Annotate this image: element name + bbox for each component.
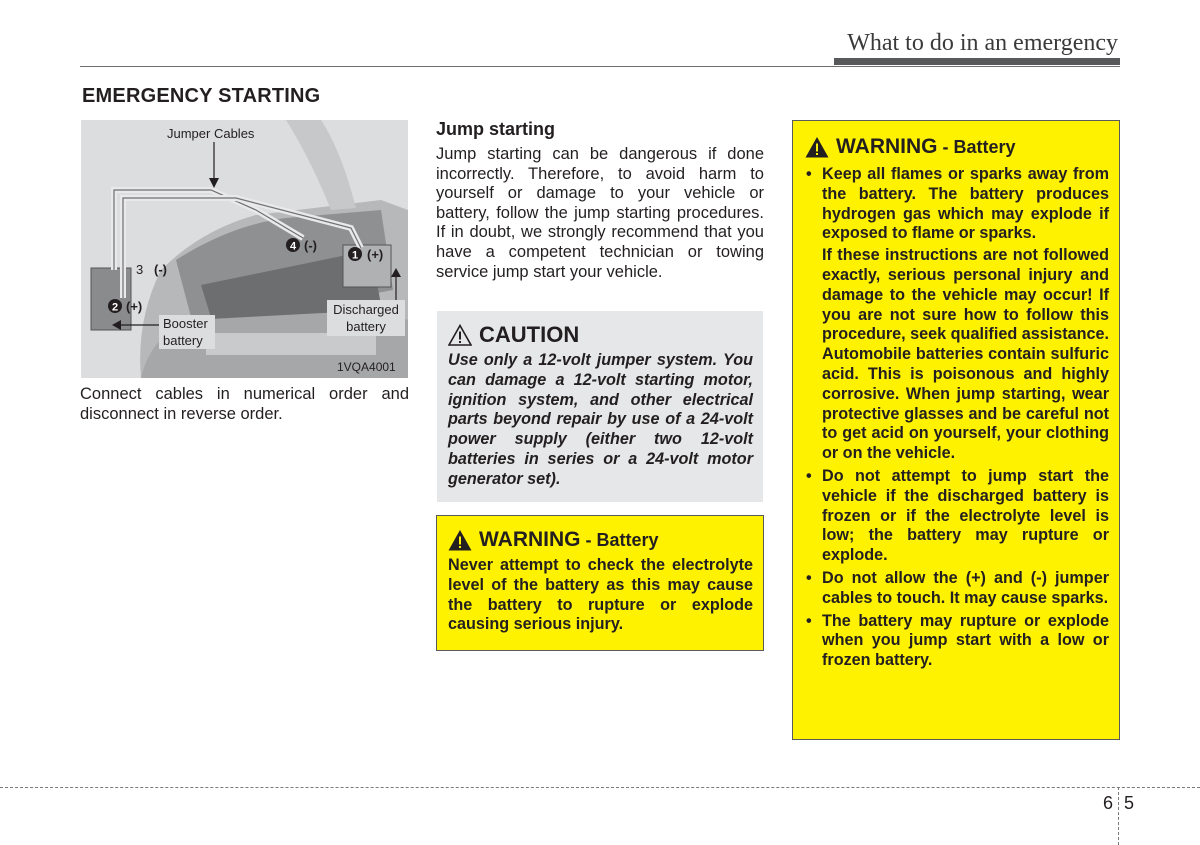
list-item-text: Keep all flames or sparks away from the battery. The battery produces hydrogen gas which may explode if exposed to flame or sparks. (822, 165, 1109, 243)
header-rule-thick (834, 58, 1120, 65)
warning-label: WARNING (836, 135, 938, 158)
caution-box (437, 311, 763, 502)
warning-icon (448, 529, 472, 551)
bullet-marker: • (806, 568, 812, 587)
step-3-sign: (-) (154, 262, 167, 277)
step-4-sign: (-) (304, 238, 317, 253)
step-1-sign: (+) (367, 247, 384, 262)
figure-caption: Connect cables in numerical order and disconnect in reverse order. (80, 385, 409, 423)
step-3-marker: 3 (136, 262, 144, 277)
section-title: EMERGENCY STARTING (82, 85, 321, 107)
list-item (805, 569, 1109, 609)
caution-icon (448, 324, 472, 346)
warning-box-battery (792, 120, 1120, 740)
chapter-number: 6 (1103, 793, 1114, 813)
label-booster-2: battery (163, 333, 203, 348)
list-item-subtext: If these instructions are not followed exactly, serious personal injury and damage to the vehicle may occur! If you are not sure how to follow this procedure, seek qualified assistance. Automobile batteries contain sulfuric acid. This is poisonous and highly corrosive. When jump starting, wear protective glasses and be careful not to get acid on yourself, your clothing or on the vehicle. (822, 246, 1110, 463)
warning-header (448, 526, 753, 554)
step-4-marker: 4 (289, 240, 297, 253)
step-1-marker: 1 (351, 249, 359, 262)
list-item (805, 165, 1109, 464)
label-discharged-2: battery (346, 319, 386, 334)
warning-subject: - Battery (580, 530, 659, 550)
list-item-text: Do not attempt to jump start the vehicle if the discharged battery is frozen or if the electrolyte level is low; the battery may rupture or explode. (822, 466, 1109, 565)
list-item (805, 467, 1109, 566)
footer-page-divider (1118, 787, 1119, 845)
caution-text: Use only a 12-volt jumper system. You can damage a 12-volt starting motor, ignition system, and other electrical parts beyond repair by use of a 24-volt power supply (either two 12-volt batteries in series or a 24-volt motor generator set). (448, 351, 753, 488)
step-2-marker: 2 (111, 301, 119, 314)
caution-header (448, 321, 753, 349)
header-rule (80, 66, 1120, 67)
step-2-sign: (+) (126, 299, 143, 314)
running-header-title: What to do in an emergency (847, 30, 1118, 56)
caution-label: CAUTION (479, 322, 580, 347)
jump-starting-body: Jump starting can be dangerous if done incorrectly. Therefore, to avoid harm to yourself or damage to your vehicle or battery, follow the jump starting procedures. If in doubt, we strongly recommend that you have a competent technician or towing service jump start your vehicle. (436, 145, 764, 281)
warning-header (805, 133, 1109, 161)
illustration-svg (81, 120, 408, 378)
bullet-marker: • (806, 466, 812, 485)
list-item-text: The battery may rupture or explode when you jump start with a low or frozen battery. (822, 611, 1109, 670)
warning-subject: - Battery (937, 137, 1016, 157)
label-booster-1: Booster (163, 316, 208, 331)
bullet-marker: • (806, 165, 812, 183)
jump-start-illustration (81, 120, 408, 378)
list-item (805, 612, 1109, 671)
bullet-marker: • (806, 611, 812, 630)
warning-text: Never attempt to check the electrolyte level of the battery as this may cause the battery to rupture or explode causing serious injury. (448, 556, 753, 634)
label-jumper-cables: Jumper Cables (167, 126, 255, 141)
footer-divider (0, 787, 1200, 788)
page-number: 5 (1124, 793, 1135, 813)
label-discharged-1: Discharged (333, 302, 399, 317)
warning-icon (805, 136, 829, 158)
jump-starting-heading: Jump starting (436, 119, 556, 139)
warning-bullet-list (805, 165, 1109, 671)
figure-code: 1VQA4001 (337, 360, 396, 374)
list-item-text: Do not allow the (+) and (-) jumper cables to touch. It may cause sparks. (822, 568, 1109, 607)
warning-label: WARNING (479, 528, 581, 551)
warning-box-electrolyte (436, 515, 764, 651)
